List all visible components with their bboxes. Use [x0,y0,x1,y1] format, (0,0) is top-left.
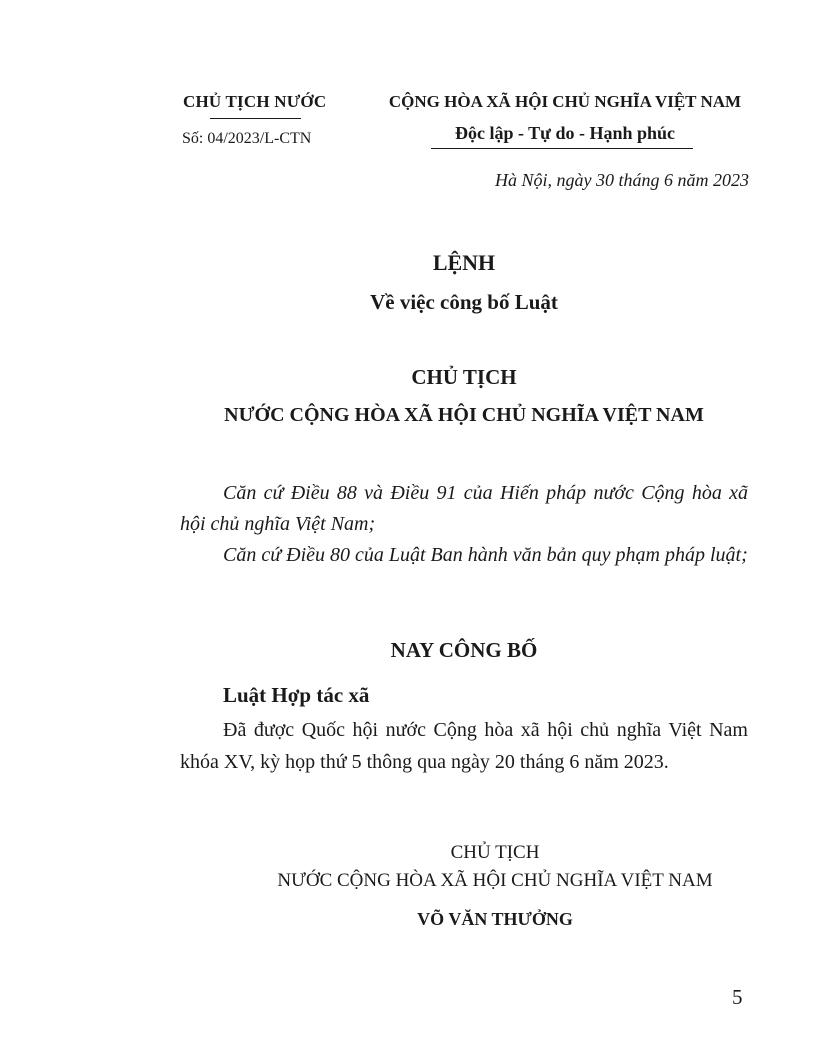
national-title: CỘNG HÒA XÃ HỘI CHỦ NGHĨA VIỆT NAM [388,92,742,111]
passage-text: Đã được Quốc hội nước Cộng hòa xã hội chủ nghĩa Việt Nam khóa XV, kỳ họp thứ 5 thông qua ngày 20 tháng 6 năm 2023. [180,719,748,773]
document-subject: Về việc công bố Luật [370,290,558,314]
signer-name: VÕ VĂN THƯỞNG [417,909,573,929]
signer-title-line1: CHỦ TỊCH [450,842,540,863]
document-type: LỆNH [432,250,496,275]
motto-underline [431,148,693,149]
authority-title-line2: NƯỚC CỘNG HÒA XÃ HỘI CHỦ NGHĨA VIỆT NAM [224,404,704,426]
national-motto: Độc lập - Tự do - Hạnh phúc [454,123,676,143]
signer-title-line2: NƯỚC CỘNG HÒA XÃ HỘI CHỦ NGHĨA VIỆT NAM [277,870,713,891]
legal-basis-item: Căn cứ Điều 88 và Điều 91 của Hiến pháp nước Cộng hòa xã hội chủ nghĩa Việt Nam; [180,482,748,535]
authority-title-line1: CHỦ TỊCH [411,365,517,389]
law-name: Luật Hợp tác xã [223,683,370,707]
issue-date: Hà Nội, ngày 30 tháng 6 năm 2023 [495,170,749,190]
document-number: Số: 04/2023/L-CTN [182,130,312,147]
issuer-underline [210,118,301,119]
promulgation-heading: NAY CÔNG BỐ [390,638,538,662]
legal-basis [180,478,748,571]
issuer-name: CHỦ TỊCH NƯỚC [183,92,327,111]
page-number: 5 [732,985,743,1009]
legal-basis-item: Căn cứ Điều 80 của Luật Ban hành văn bản quy phạm pháp luật; [223,544,748,566]
